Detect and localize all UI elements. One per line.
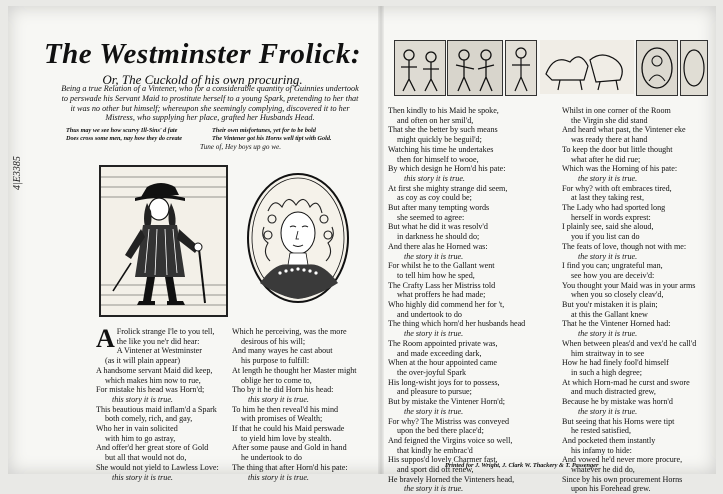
verse-line: And feigned the Virgins voice so well, — [388, 435, 513, 445]
verse-line: and much distracted grew, — [571, 387, 656, 397]
page-fold — [378, 6, 384, 474]
woodcut-strip-1 — [394, 40, 446, 96]
verse-line: His suppos'd lovely Charmer fast, — [388, 455, 498, 465]
verse-line: His long-wisht joys for to possess, — [388, 377, 500, 387]
verse-line: and made exceeding dark, — [397, 348, 482, 358]
verse-line: as coy as coy could be; — [397, 193, 472, 203]
verse-line: herself in words exprest: — [571, 212, 651, 222]
verse-line: Because he by mistake was horn'd — [562, 397, 673, 407]
verse-line: For whilst he to the Gallant went — [388, 261, 495, 271]
verse-line: then for himself to wooe, — [397, 154, 479, 164]
verse-line: The thing which horn'd her husbands head — [388, 319, 526, 329]
verse-line: But by mistake the Vintener Horn'd; — [388, 397, 506, 407]
verse-line: Who highly did commend her for 't, — [388, 300, 505, 310]
printer-imprint: Printed for J. Wright, J. Clark W. Thackery & T. Passenger — [445, 462, 599, 469]
woodcut-scene-icon — [448, 41, 502, 95]
refrain-line: the story it is true. — [578, 406, 638, 416]
verse-line: When between pleas'd and vex'd he call'd — [562, 338, 697, 348]
verse-line: To keep the door but little thought — [562, 144, 673, 154]
refrain-line: this story it is true. — [112, 394, 173, 404]
verse-line: (as it will plain appear) — [105, 356, 181, 366]
verse-line: Since by his own procurement Horns — [562, 474, 683, 484]
refrain-line: the story it is true. — [578, 251, 638, 261]
verse-line: in such a high degree; — [571, 367, 643, 377]
verse-line: You thought your Maid was in your arms — [562, 280, 696, 290]
refrain-line: the story it is true. — [404, 484, 464, 494]
verse-line: The feats of love, though not with me: — [562, 241, 687, 251]
verse-line: For why? The Mistriss was conveyed — [388, 416, 510, 426]
woodcut-strip-4 — [540, 40, 634, 94]
verse-line: How he had finely fool'd himself — [562, 358, 669, 368]
verse-line: both comely, rich, and gay, — [105, 414, 193, 424]
woodcut-scene-icon — [395, 41, 445, 95]
verse-line: the over-joyful Spark — [397, 367, 467, 377]
verse-line: He bravely Horned the Vinteners head, — [388, 474, 515, 484]
refrain-line: the story it is true. — [578, 173, 638, 183]
verse-line: at this the Gallant knew — [571, 309, 648, 319]
epigraph-right-line: The Vintener got his Horns well tipt with Gold. — [212, 134, 332, 142]
verse-line: For mistake his head was Horn'd; — [96, 385, 205, 395]
verse-line: Whilst in one corner of the Room — [562, 106, 671, 115]
woodcut-strip-5 — [636, 40, 678, 96]
verse-line: and sport did oft renew, — [397, 465, 474, 475]
verse-line: She would not yield to Lawless Love: — [96, 462, 219, 472]
verse-line: upon his Forehead grew. — [571, 484, 651, 494]
verse-line: I find you can; ungrateful man, — [562, 261, 663, 271]
verse-line: And pocketed them instantly — [562, 435, 656, 445]
verse-line: whatever he did do, — [571, 465, 635, 475]
verse-line: A Vintener at Westminster — [116, 346, 202, 356]
verse-line: A handsome servant Maid did keep, — [96, 365, 213, 375]
ballad-column-3 — [388, 106, 525, 494]
lady-portrait-icon — [246, 171, 351, 305]
verse-line: By which design he Horn'd his pate: — [388, 164, 506, 174]
verse-line: what after he did rue; — [571, 154, 641, 164]
epigraph-left-line: Thus may we see how scurvy Ill-Sins' d fate — [66, 127, 178, 134]
ballad-subtitle: Or, The Cuckold of his own procuring. — [102, 72, 303, 87]
verse-line: oblige her to come to, — [241, 375, 312, 385]
verse-line: might quickly be beguil'd; — [397, 135, 482, 145]
ballad-column-2 — [232, 327, 357, 482]
verse-line: you if you list can do — [571, 232, 640, 242]
verse-line: see how you are deceiv'd: — [571, 270, 655, 280]
refrain-line: the story it is true. — [404, 329, 464, 339]
woodcut-strip-6 — [680, 40, 708, 96]
woodcut-scene-icon — [681, 41, 707, 95]
verse-line: Which was the Horning of his pate: — [562, 164, 678, 174]
woodcut-scene-icon — [637, 41, 677, 95]
verse-line: he rested satisfied, — [571, 426, 632, 436]
verse-line: For why? with oft embraces tired, — [562, 183, 672, 193]
gentleman-figure-icon — [101, 167, 226, 315]
refrain-line: the story it is true. — [404, 406, 464, 416]
verse-line: The Crafty Lass her Mistriss told — [388, 280, 496, 290]
verse-line: And heard what past, the Vintener eke — [562, 125, 686, 135]
refrain-line: the story it is true. — [404, 251, 464, 261]
epigraph-left — [66, 127, 182, 142]
verse-line: At which Horn-mad he curst and swore — [562, 377, 690, 387]
verse-line: in darkness he should do; — [397, 232, 480, 242]
verse-line: The Lady who had sported long — [562, 203, 666, 213]
verse-line: the Virgin she did stand — [571, 115, 648, 125]
epigraph-left-line: Does cross some men, nay how they do create — [66, 134, 183, 142]
verse-line: that kindly he embrac'd — [397, 445, 473, 455]
verse-line: But what he did it was resolv'd — [388, 222, 488, 232]
verse-line: she seemed to agree: — [397, 212, 465, 222]
verse-line: That she the better by such means — [388, 125, 498, 135]
verse-line: And many wayes he cast about — [232, 346, 333, 356]
verse-line: at last they taking rest, — [571, 193, 645, 203]
verse-line: At length he thought her Master might — [232, 365, 357, 375]
refrain-line: this story it is true. — [404, 173, 465, 183]
verse-line: Frolick strange I'le to you tell, — [116, 327, 215, 336]
tune-line: Tune of, Hey boys up go we. — [200, 143, 282, 151]
refrain-line: this story it is true. — [248, 394, 309, 404]
verse-line: But seeing that his Horns were tipt — [562, 416, 675, 426]
ballad-column-1 — [96, 324, 219, 482]
verse-line: If that he could his Maid perswade — [232, 424, 345, 434]
verse-line: And there alas he Horned was: — [388, 241, 488, 251]
verse-line: After some pause and Gold in hand — [232, 443, 347, 453]
verse-line: But you'r mistaken it is plain; — [562, 300, 658, 310]
epigraph-right-line: Their own misfortunes, yet for to be bold — [212, 127, 316, 134]
woodcut-lady-portrait — [246, 171, 351, 305]
verse-line: his purpose to fulfill: — [241, 356, 310, 366]
verse-line: Then kindly to his Maid he spoke, — [388, 106, 499, 115]
verse-line: but all that would not do, — [105, 453, 187, 463]
verse-line: The thing that after Horn'd his pate: — [232, 462, 348, 472]
refrain-line: this story it is true. — [112, 472, 173, 482]
verse-line: To him he then reveal'd his mind — [232, 404, 339, 414]
verse-line: was ready there at hand — [571, 135, 648, 145]
verse-line: him straitway in to see — [571, 348, 645, 358]
verse-line: This beautious maid inflam'd a Spark — [96, 404, 217, 414]
epigraph-right — [212, 127, 331, 142]
verse-line: to yield him love by stealth. — [241, 433, 332, 443]
verse-line: to tell him how he sped, — [397, 270, 475, 280]
verse-line: and undertook to do — [397, 309, 462, 319]
verse-line: when you so closely cleav'd, — [571, 290, 664, 300]
ballad-column-4 — [562, 106, 696, 494]
verse-line: When at the hour appointed came — [388, 358, 497, 368]
verse-line: what proffers he had made; — [397, 290, 486, 300]
catalogue-number: 4|E3385 — [12, 156, 23, 190]
verse-line: The Room appointed private was, — [388, 338, 498, 348]
verse-line: Watching his time he undertakes — [388, 144, 494, 154]
refrain-line: this story it is true. — [248, 472, 309, 482]
verse-line: Which he perceiving, was the more — [232, 327, 347, 336]
verse-line: upon the bed there place'd; — [397, 426, 484, 436]
verse-line: And vowed he'd never more procure, — [562, 455, 683, 465]
verse-line: That he the Vintener Horned had: — [562, 319, 671, 329]
verse-line: he undertook to do — [241, 453, 302, 463]
ballad-description: Being a true Relation of a Vintener, who for a considerable quantity of Guinnies undertook to perswade his Servant Maid to prostitute herself to a young Spark, pretending to her that it was no other but himself; whereupon she seemingly complying, discovered it to her Mistress, who supplying her place, grafted her Husbands Head. — [61, 84, 359, 123]
refrain-line: the story it is true. — [578, 329, 638, 339]
verse-line: At first she mighty strange did seem, — [388, 183, 508, 193]
verse-line: which makes him now to rue, — [105, 375, 201, 385]
verse-line: But after many tempting words — [388, 203, 490, 213]
woodcut-gentleman — [99, 165, 228, 317]
woodcut-animals-icon — [540, 40, 634, 94]
verse-line: his infamy to hide: — [571, 445, 632, 455]
woodcut-strip-3 — [505, 40, 537, 96]
woodcut-strip-2 — [447, 40, 503, 96]
verse-line: I plainly see, said she aloud, — [562, 222, 654, 232]
verse-line: desirous of his will; — [241, 336, 306, 346]
verse-line: and often on her smil'd, — [397, 115, 474, 125]
verse-line: Who her in vain solicited — [96, 424, 178, 434]
ballad-title: The Westminster Frolick: — [43, 38, 362, 70]
verse-line: Tho by it he did Horn his head: — [232, 385, 334, 395]
verse-line: and pleasure to pursue; — [397, 387, 472, 397]
verse-line: with him to go astray, — [105, 433, 176, 443]
verse-line: And offer'd her great store of Gold — [96, 443, 209, 453]
verse-line: with promises of Wealth; — [241, 414, 323, 424]
drop-capital: A — [96, 324, 115, 353]
verse-line: the like you ne'r did hear: — [116, 336, 200, 346]
woodcut-scene-icon — [506, 41, 536, 95]
